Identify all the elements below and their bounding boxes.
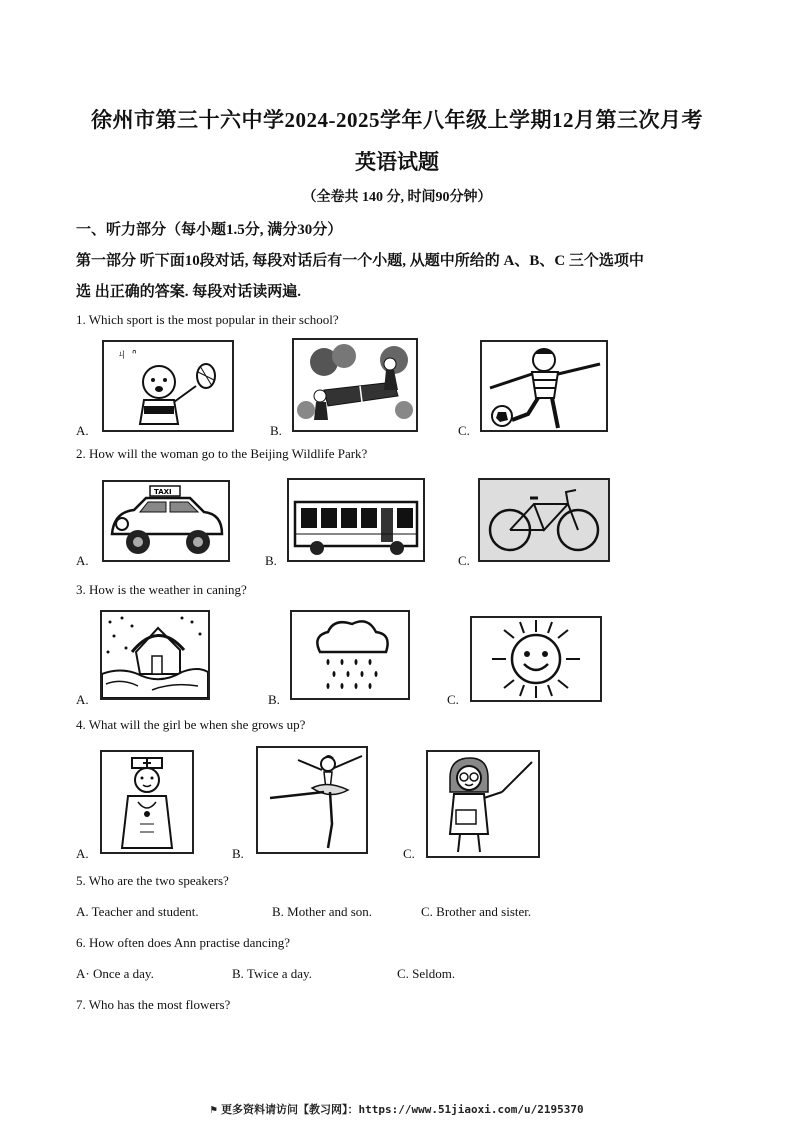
q6-option-c: C. Seldom.: [397, 966, 456, 981]
taxi-image: [102, 480, 230, 562]
footer-link[interactable]: 更多资料请访问【教习网】：https://www.51jiaoxi.com/u/2195370: [220, 1103, 584, 1116]
question-4: 4. What will the girl be when she grows up?: [76, 717, 306, 732]
q5-option-c: C. Brother and sister.: [421, 904, 532, 919]
rain-cloud-image: [290, 610, 410, 700]
teacher-image: [426, 750, 540, 858]
badminton-player-image: [102, 340, 234, 432]
q4-option-c: C.: [403, 846, 415, 861]
question-2: 2. How will the woman go to the Beijing Wildlife Park?: [76, 446, 368, 461]
smiling-sun-image: [470, 616, 602, 702]
part-instructions-2: 选 出正确的答案. 每段对话读两遍.: [76, 284, 302, 300]
q4-option-a: A.: [76, 846, 89, 861]
footer-promo: [0, 1101, 794, 1117]
q2-option-c: C.: [458, 553, 470, 568]
bicycle-image: [478, 478, 610, 562]
snowy-house-image: [100, 610, 210, 700]
question-7: 7. Who has the most flowers?: [76, 997, 231, 1012]
q4-option-b: B.: [232, 846, 244, 861]
q2-option-b: B.: [265, 553, 277, 568]
football-player-image: [480, 340, 608, 432]
q6-option-b: B. Twice a day.: [232, 966, 312, 981]
question-1: 1. Which sport is the most popular in their school?: [76, 312, 339, 327]
taxi-sign: TAXI: [154, 488, 172, 496]
question-3: 3. How is the weather in caning?: [76, 582, 247, 597]
bus-image: [287, 478, 425, 562]
q3-option-b: B.: [268, 692, 280, 707]
q6-option-a: A· Once a day.: [76, 966, 154, 981]
svg-text:ㄐ ᐢ: ㄐ ᐢ: [116, 347, 137, 361]
q2-option-a: A.: [76, 553, 89, 568]
flag-icon: ⚑: [210, 1103, 217, 1116]
part-instructions-1: 第一部分 听下面10段对话, 每段对话后有一个小题, 从题中所给的 A、B、C 三个选项中: [76, 253, 644, 269]
ballet-dancer-image: [256, 746, 368, 854]
nurse-image: [100, 750, 194, 854]
q3-option-a: A.: [76, 692, 89, 707]
exam-time-info: （全卷共 140 分, 时间90分钟）: [302, 190, 492, 205]
q5-option-b: B. Mother and son.: [272, 904, 373, 919]
q5-option-a: A. Teacher and student.: [76, 904, 199, 919]
exam-subject: 英语试题: [355, 150, 439, 174]
q1-option-b: B.: [270, 423, 282, 438]
table-tennis-players-image: [292, 338, 418, 432]
q3-option-c: C.: [447, 692, 459, 707]
exam-title: 徐州市第三十六中学2024-2025学年八年级上学期12月第三次月考: [91, 108, 703, 132]
section-heading: 一、听力部分（每小题1.5分, 满分30分）: [76, 222, 343, 238]
question-5: 5. Who are the two speakers?: [76, 873, 229, 888]
q1-option-c: C.: [458, 423, 470, 438]
q1-option-a: A.: [76, 423, 89, 438]
question-6: 6. How often does Ann practise dancing?: [76, 935, 291, 950]
